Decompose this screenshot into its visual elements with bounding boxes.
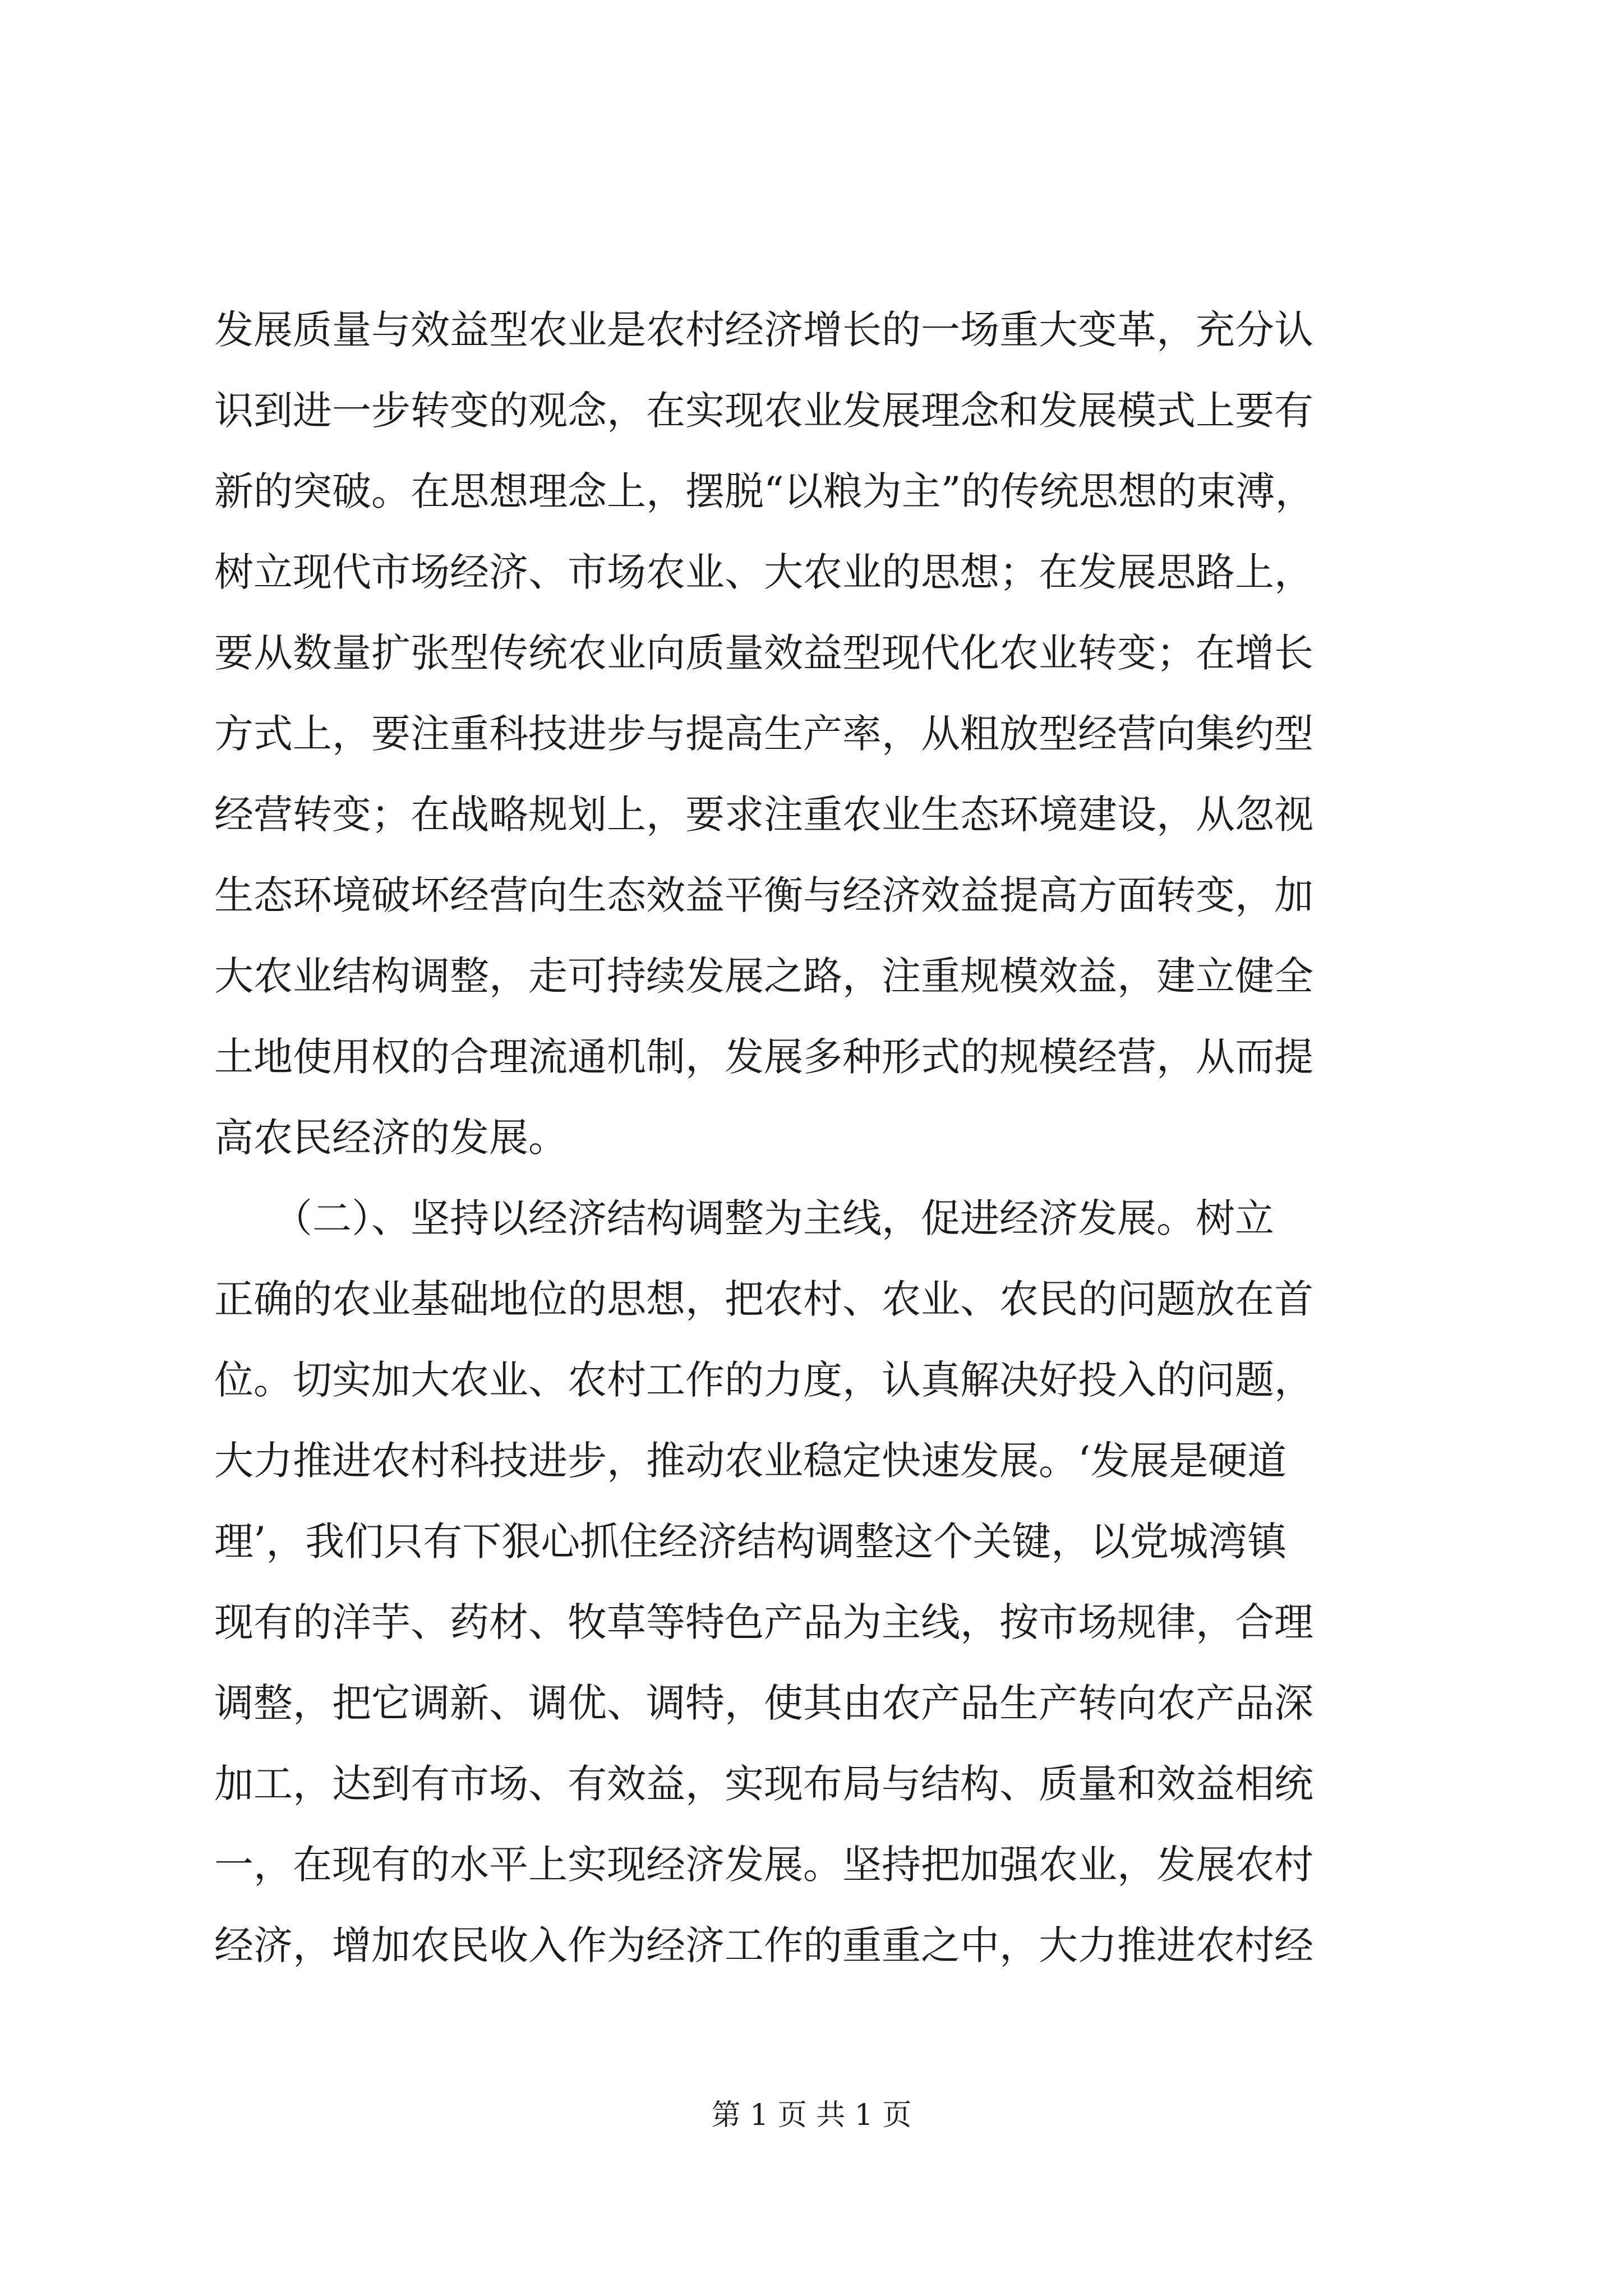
text-line: 加工，达到有市场、有效益，实现布局与结构、质量和效益相统 (214, 1761, 1313, 1807)
text-line: 大农业结构调整，走可持续发展之路，注重规模效益，建立健全 (214, 953, 1313, 999)
text-line: 发展质量与效益型农业是农村经济增长的一场重大变革，充分认 (214, 307, 1313, 353)
text-line: 大力推进农村科技进步，推动农业稳定快速发展。‘发展是硬道 (214, 1438, 1287, 1484)
text-line: 新的突破。在思想理念上，摆脱“以粮为主”的传统思想的束溥， (214, 468, 1315, 514)
text-line: 一，在现有的水平上实现经济发展。坚持把加强农业，发展农村 (214, 1842, 1313, 1888)
text-line: 高农民经济的发展。 (214, 1115, 568, 1161)
text-line: 识到进一步转变的观念，在实现农业发展理念和发展模式上要有 (214, 388, 1313, 434)
text-line: 调整，把它调新、调优、调特，使其由农产品生产转向农产品深 (214, 1680, 1313, 1726)
text-line: 生态环境破坏经营向生态效益平衡与经济效益提高方面转变，加 (214, 872, 1313, 918)
text-line: 土地使用权的合理流通机制，发展多种形式的规模经营，从而提 (214, 1034, 1313, 1080)
document-body (214, 289, 1454, 1986)
text-line: 经营转变；在战略规划上，要求注重农业生态环境建设，从忽视 (214, 792, 1313, 838)
text-line: 树立现代市场经济、市场农业、大农业的思想；在发展思路上， (214, 549, 1313, 595)
text-line: 方式上，要注重科技进步与提高生产率，从粗放型经营向集约型 (214, 711, 1313, 757)
text-line: 要从数量扩张型传统农业向质量效益型现代化农业转变；在增长 (214, 630, 1313, 676)
text-line: 位。切实加大农业、农村工作的力度，认真解决好投入的问题， (214, 1357, 1313, 1403)
text-line: 正确的农业基础地位的思想，把农村、农业、农民的问题放在首 (214, 1276, 1313, 1322)
text-line: 理’，我们只有下狠心抓住经济结构调整这个关键，以党城湾镇 (214, 1519, 1287, 1565)
page-number: 第 1 页 共 1 页 (711, 2099, 912, 2132)
text-line: 现有的洋芋、药材、牧草等特色产品为主线，按市场规律，合理 (214, 1599, 1313, 1645)
page-footer (0, 2096, 1623, 2135)
text-line: （二）、坚持以经济结构调整为主线，促进经济发展。树立 (214, 1195, 1274, 1241)
text-line: 经济，增加农民收入作为经济工作的重重之中，大力推进农村经 (214, 1922, 1313, 1968)
